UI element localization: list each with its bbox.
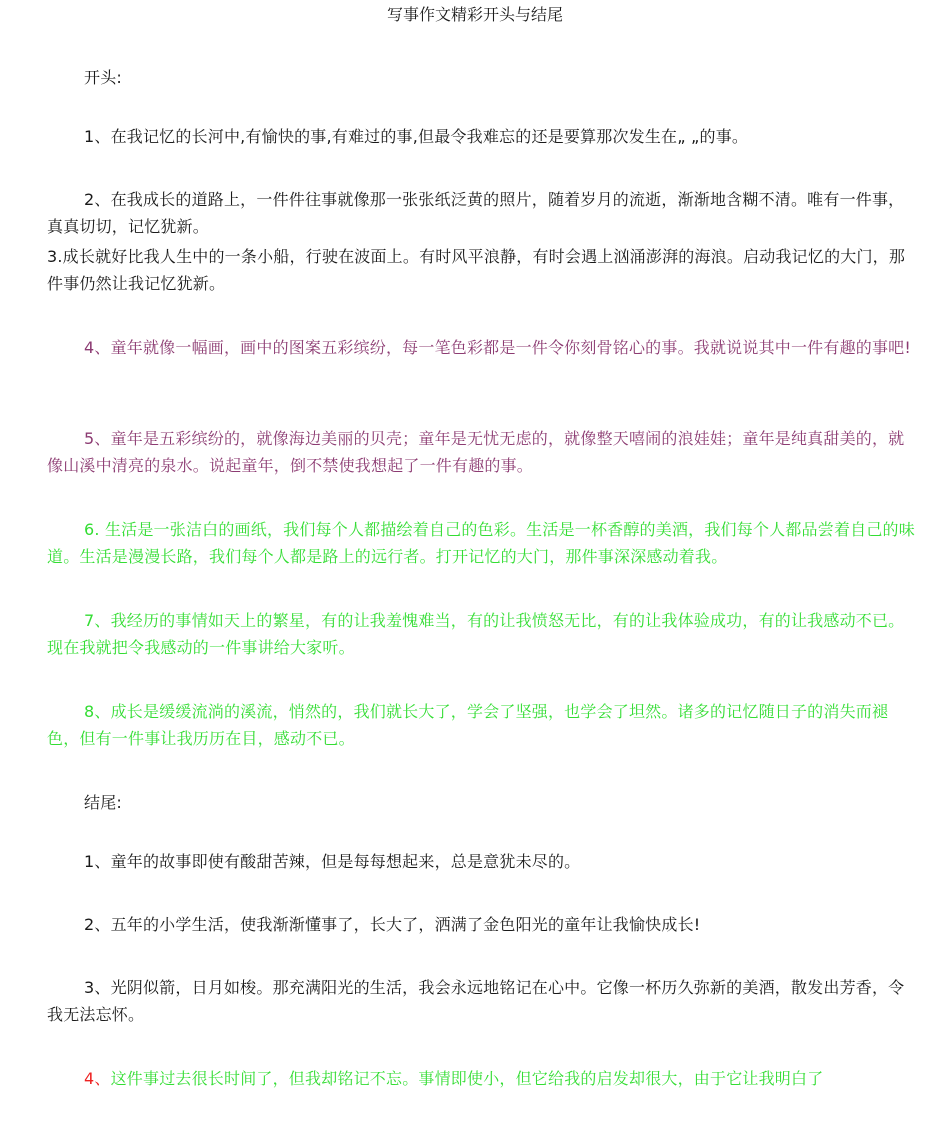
opening-paragraph-1: 1、在我记忆的长河中,有愉快的事,有难过的事,但最令我难忘的还是要算那次发生在„ „的事。: [84, 127, 749, 146]
ending-paragraph-2: 2、五年的小学生活，使我渐渐懂事了，长大了，洒满了金色阳光的童年让我愉快成长!: [84, 915, 701, 934]
ending-paragraph-3: 3、光阴似箭，日月如梭。那充满阳光的生活，我会永远地铭记在心中。它像一杯历久弥新的美酒，散发出芳香，令我无法忘怀。: [47, 978, 905, 1024]
opening-paragraph-5: 5、童年是五彩缤纷的，就像海边美丽的贝壳；童年是无忧无虑的，就像整天嘻闹的浪娃娃；童年是纯真甜美的，就像山溪中清亮的泉水。说起童年，倒不禁使我想起了一件有趣的事。: [47, 429, 905, 475]
ending-paragraph-1: 1、童年的故事即使有酸甜苦辣，但是每每想起来，总是意犹未尽的。: [84, 852, 581, 871]
opening-paragraph-8: 8、成长是缓缓流淌的溪流，悄然的，我们就长大了，学会了坚强，也学会了坦然。诸多的记忆随日子的消失而褪色，但有一件事让我历历在目，感动不已。: [47, 702, 889, 748]
ending-paragraph-4-text: 这件事过去很长时间了，但我却铭记不忘。事情即使小，但它给我的启发却很大，由于它让我明白了: [110, 1069, 824, 1088]
ending-paragraph-4: [47, 1065, 915, 1092]
opening-paragraph-4: 4、童年就像一幅画，画中的图案五彩缤纷，每一笔色彩都是一件令你刻骨铭心的事。我就说说其中一件有趣的事吧!: [84, 338, 911, 357]
opening-paragraph-2: 2、在我成长的道路上，一件件往事就像那一张张纸泛黄的照片，随着岁月的流逝，渐渐地含糊不清。唯有一件事，真真切切，记忆犹新。: [47, 190, 905, 236]
opening-paragraph-3: 3.成长就好比我人生中的一条小船，行驶在波面上。有时风平浪静，有时会遇上汹涌澎湃的海浪。启动我记忆的大门，那件事仍然让我记忆犹新。: [47, 247, 906, 293]
ending-heading: 结尾:: [84, 793, 122, 812]
opening-heading: 开头:: [84, 68, 122, 87]
opening-paragraph-6: 6. 生活是一张洁白的画纸，我们每个人都描绘着自己的色彩。生活是一杯香醇的美酒，我们每个人都品尝着自己的味道。生活是漫漫长路，我们每个人都是路上的远行者。打开记忆的大门，那件事深深感动着我。: [47, 520, 915, 566]
opening-paragraph-7: 7、我经历的事情如天上的繁星，有的让我羞愧难当，有的让我愤怒无比，有的让我体验成功，有的让我感动不已。现在我就把令我感动的一件事讲给大家听。: [47, 611, 905, 657]
ending-paragraph-4-number: 4、: [84, 1069, 111, 1088]
document-title: 写事作文精彩开头与结尾: [386, 5, 563, 24]
